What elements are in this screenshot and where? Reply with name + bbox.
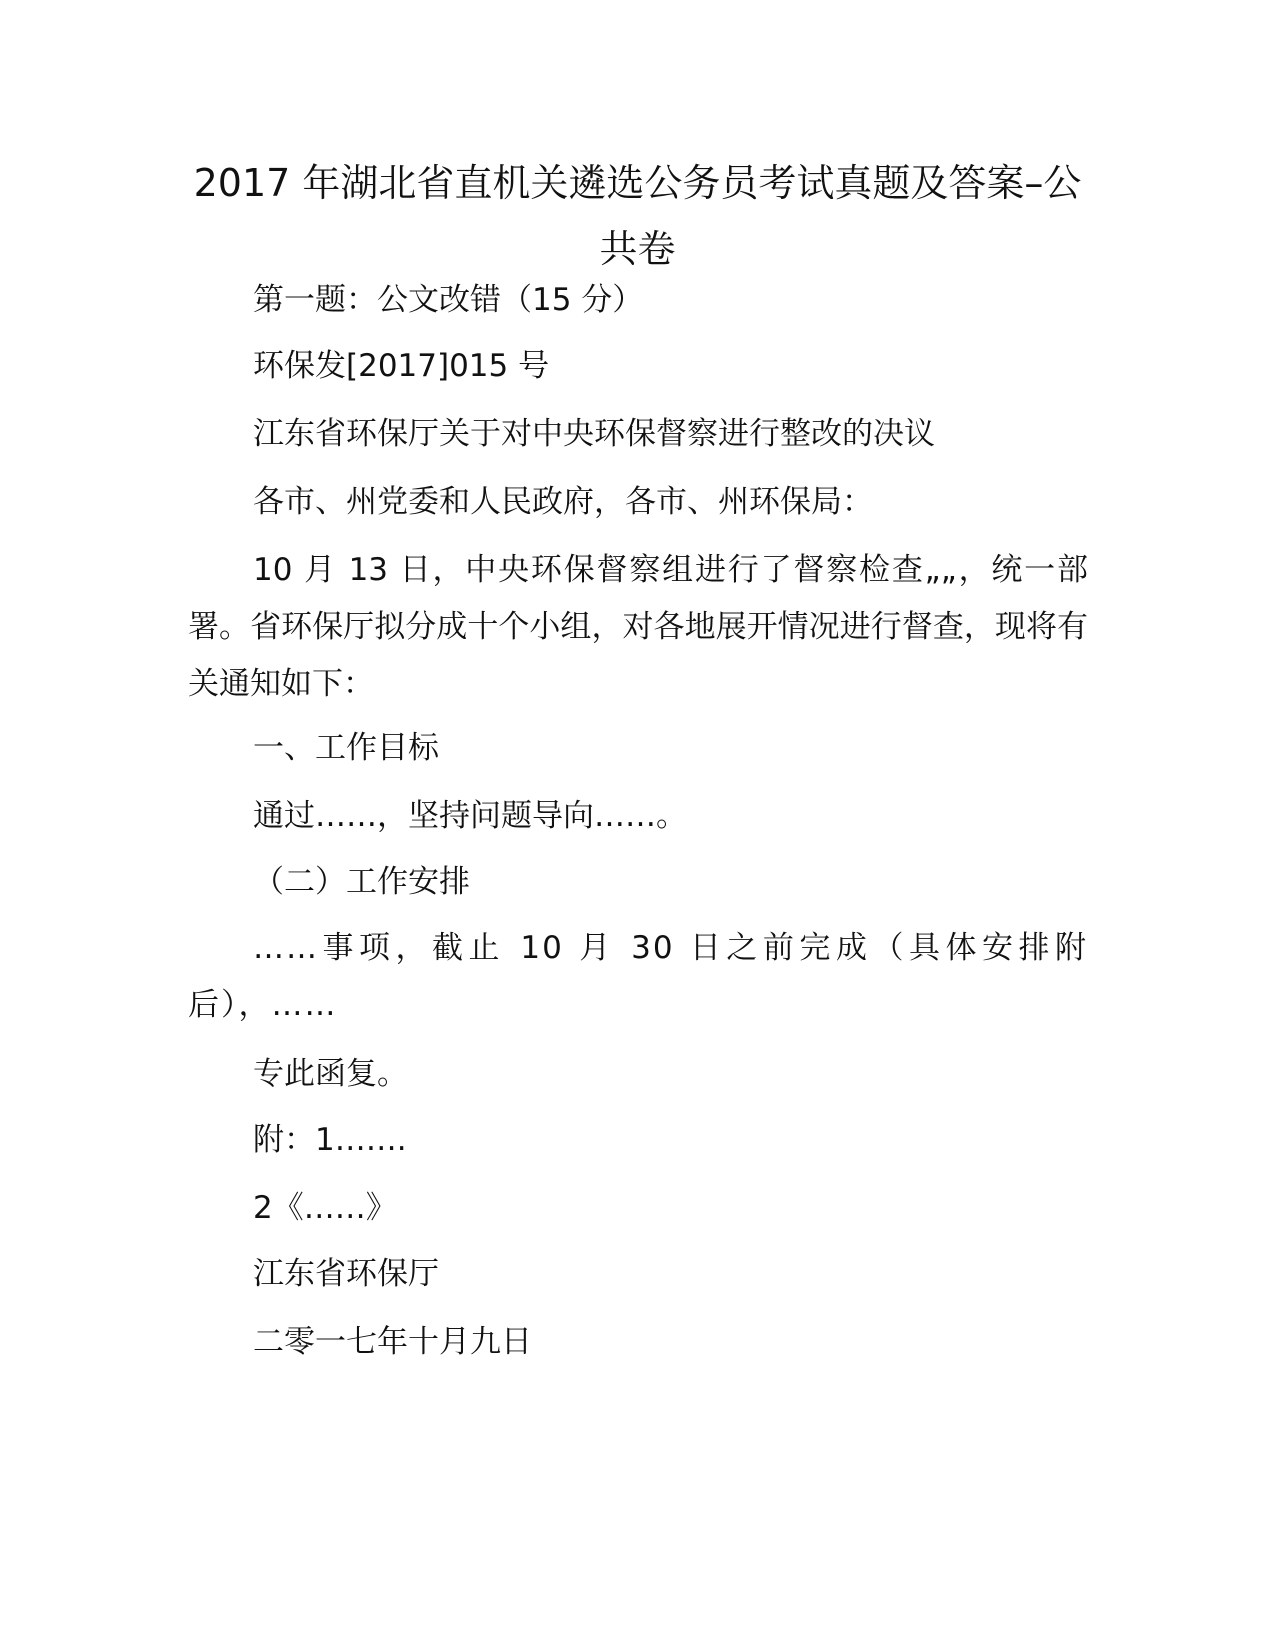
section-1-body: 通过……，坚持问题导向……。 (253, 798, 687, 834)
attachment-2: 2《……》 (253, 1190, 397, 1226)
attachment-1: 附：1……. (253, 1122, 407, 1158)
issuer: 江东省环保厅 (253, 1256, 439, 1292)
section-2-body: ……事项，截止 10 月 30 日之前完成（具体安排附后），…… (188, 930, 1088, 1023)
section-1-heading: 一、工作目标 (253, 730, 439, 766)
doc-number: 环保发[2017]015 号 (253, 348, 550, 384)
paragraph-1: 10 月 13 日，中央环保督察组进行了督察检查„„，统一部署。省环保厅拟分成十个小组，对各地展开情况进行督查，现将有关通知如下： (188, 552, 1088, 702)
issue-date: 二零一七年十月九日 (253, 1324, 532, 1360)
question-heading: 第一题：公文改错（15 分） (253, 282, 644, 318)
document-title: 2017 年湖北省直机关遴选公务员考试真题及答案–公共卷 (193, 161, 1082, 271)
recipients: 各市、州党委和人民政府，各市、州环保局： (253, 484, 873, 520)
doc-title: 江东省环保厅关于对中央环保督察进行整改的决议 (253, 416, 935, 452)
section-2-heading: （二）工作安排 (253, 864, 470, 900)
closing-line: 专此函复。 (253, 1056, 408, 1092)
